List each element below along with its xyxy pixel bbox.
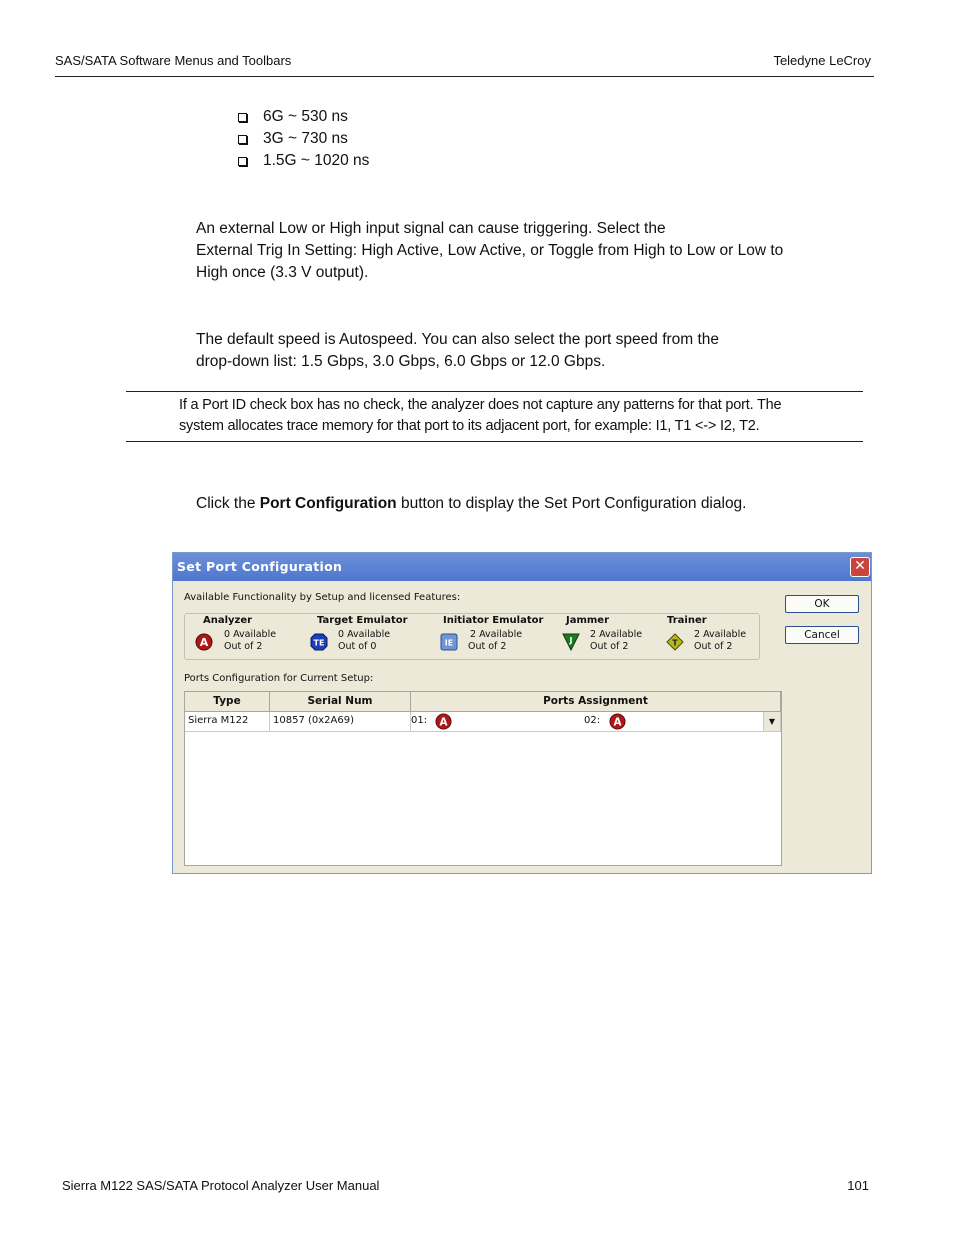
checkbox-bullet-icon — [238, 135, 247, 144]
target-emulator-icon — [310, 633, 328, 651]
column-header-type[interactable]: Type — [185, 692, 270, 712]
trainer-icon — [666, 633, 684, 651]
cell-type: Sierra M122 — [185, 712, 270, 732]
close-button[interactable]: ✕ — [850, 557, 870, 577]
svg-text:IE: IE — [444, 638, 454, 648]
column-header-serial[interactable]: Serial Num — [270, 692, 411, 712]
port-config-instruction: Click the Port Configuration button to display the Set Port Configuration dialog. — [196, 495, 747, 512]
port-configuration-term: Port Configuration — [259, 495, 397, 512]
available-functionality-label: Available Functionality by Setup and licensed Features: — [184, 592, 461, 603]
note-top-rule — [126, 391, 863, 392]
svg-text:J: J — [569, 636, 573, 645]
port1-analyzer-icon — [435, 713, 452, 730]
jammer-icon — [562, 633, 580, 651]
svg-text:A: A — [199, 636, 209, 649]
checkbox-bullet-icon — [238, 157, 247, 166]
footer-manual-title: Sierra M122 SAS/SATA Protocol Analyzer User Manual — [62, 1178, 380, 1193]
dialog-titlebar — [173, 553, 871, 581]
note-text: If a Port ID check box has no check, the analyzer does not capture any patterns for that port. The system allocates trace memory for that port to its adjacent port, for example: I1, T1 <-> I2, T2. — [179, 397, 782, 434]
ok-button[interactable]: OK — [785, 595, 859, 613]
ports-assignment-dropdown[interactable] — [411, 712, 781, 732]
page-header-title: SAS/SATA Software Menus and Toolbars — [55, 53, 292, 68]
cancel-button[interactable]: Cancel — [785, 626, 859, 644]
port2-analyzer-icon — [609, 713, 626, 730]
header-divider — [55, 76, 874, 77]
checkbox-bullet-icon — [238, 113, 247, 122]
column-header-ports-assignment[interactable]: Ports Assignment — [411, 692, 781, 712]
note-bottom-rule — [126, 441, 863, 442]
analyzer-icon — [195, 633, 213, 651]
svg-text:TE: TE — [313, 638, 325, 648]
svg-text:A: A — [613, 716, 622, 729]
page-header-company: Teledyne LeCroy — [773, 53, 871, 68]
ports-grid — [184, 691, 782, 866]
port2-label: 02: — [584, 715, 601, 726]
cell-serial: 10857 (0x2A69) — [270, 712, 411, 732]
trigger-paragraph: An external Low or High input signal can cause triggering. Select the External Trig In Setting: High Active, Low Active, or Toggle from High to Low or Low to High once (3.3 V output). — [196, 220, 784, 281]
bullet-item: 6G ~ 530 ns — [238, 108, 348, 126]
dialog-title: Set Port Configuration — [177, 559, 343, 574]
dropdown-arrow-icon[interactable]: ▼ — [763, 712, 780, 731]
port1-label: 01: — [411, 715, 428, 726]
initiator-emulator-icon — [440, 633, 458, 651]
speed-paragraph: The default speed is Autospeed. You can also select the port speed from the drop-down list: 1.5 Gbps, 3.0 Gbps, 6.0 Gbps or 12.0 Gbps. — [196, 331, 720, 370]
bullet-item: 1.5G ~ 1020 ns — [238, 152, 369, 170]
ports-configuration-label: Ports Configuration for Current Setup: — [184, 673, 374, 684]
bullet-item: 3G ~ 730 ns — [238, 130, 348, 148]
svg-text:T: T — [672, 638, 678, 648]
svg-text:A: A — [439, 716, 448, 729]
set-port-configuration-dialog: Set Port Configuration ✕ Available Functionality by Setup and licensed Features: OK Cancel Analyzer A 0 Available Out of 2 Target Emulator TE 0 Available Out of 0 Initiator Emulator IE 2 Available Out of 2 Jammer J 2 Available Out of 2 Trainer T 2 Available Out of 2 Ports Configuration for Current Setup: Type Serial Num Ports Assignment Sierra M122 10857 (0x2A69) 01: A 02: A ▼ — [172, 552, 872, 874]
page-number: 101 — [847, 1178, 869, 1193]
